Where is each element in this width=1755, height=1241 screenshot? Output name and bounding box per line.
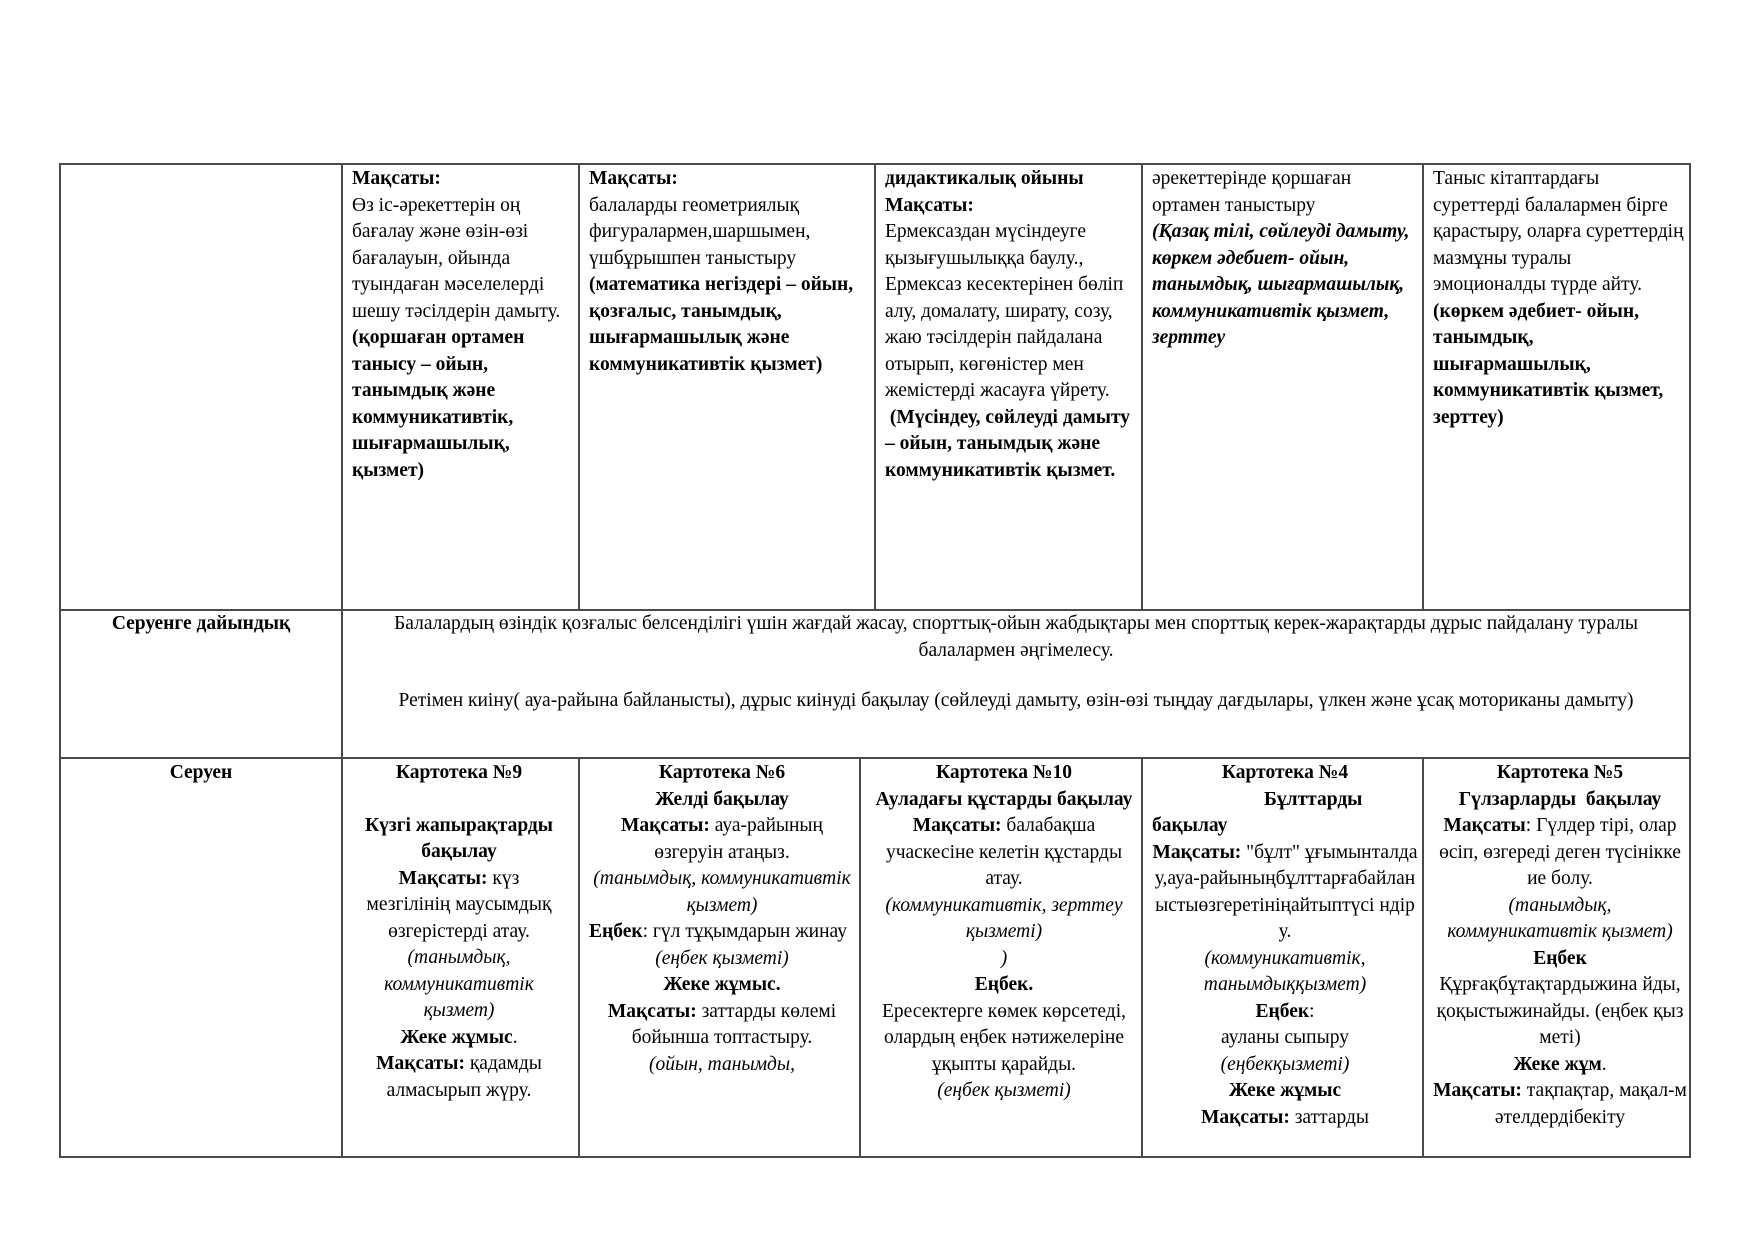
card-goal — [1433, 813, 1687, 893]
card-labor-text: Құрғақбұтақтардыжина йды, қоқыстыжинайды. (еңбек қызметі) — [1436, 974, 1684, 1048]
goal-text: тақпақтар, мақал-мәтелдердібекіту — [1494, 1080, 1687, 1128]
goal-label: Мақсаты: — [398, 867, 488, 889]
walk-card-5 — [1433, 760, 1687, 1131]
goal-text: Өз іс-әрекеттерін оң бағалау және өзін-өзі бағалауын, ойында туындаған мәселелерді шешу тәсілдерін дамыту. — [352, 194, 561, 322]
card-labor-activity: (еңбек қызметі) — [655, 947, 789, 969]
goal-text: балаларды геометриялық фигуралармен,шаршымен, үшбұрышпен таныстыру — [589, 194, 811, 269]
goal-label: Мақсаты: — [1433, 1080, 1522, 1101]
goal-label: Мақсаты: — [621, 815, 710, 836]
row1-cell-5 — [1152, 166, 1418, 352]
column-divider-4 — [1141, 163, 1143, 610]
card-number: Картотека №6 — [658, 762, 786, 783]
walk-card-10 — [870, 760, 1138, 1105]
goal-label: Мақсаты — [1443, 815, 1526, 836]
card-goal-2 — [1152, 1105, 1418, 1132]
row1-cell-3 — [589, 166, 871, 378]
labor-label: Еңбек — [589, 921, 643, 942]
goal-text: заттарды көлемі бойынша топтастыру. — [631, 1000, 837, 1048]
column-divider-3 — [874, 163, 876, 610]
goal-text: "бұлт" ұғымынталдау,ауа-райыныңбұлттарғабайлан ыстыөзгеретініңайтыптүсі ндіру. — [1154, 841, 1418, 942]
card-labor-label: Еңбек. — [974, 974, 1034, 995]
card-title: Гүлзарларды бақылау — [1458, 788, 1662, 810]
goal-heading: Мақсаты: — [352, 168, 441, 189]
game-title: дидактикалық ойыны — [885, 168, 1084, 189]
card-number: Картотека №5 — [1496, 762, 1624, 783]
goal-text: заттарды — [1289, 1106, 1369, 1128]
card-labor — [589, 919, 855, 946]
column-divider-1 — [341, 163, 343, 1157]
card-number: Картотека №4 — [1221, 762, 1349, 783]
card-number: Картотека №10 — [936, 762, 1072, 783]
card-title: Ауладағы құстарды бақылау — [875, 788, 1133, 810]
activity-text: (қоршаған ортамен танысу – ойын, танымдық және коммуникативтік, шығармашылық, қызмет) — [352, 327, 525, 481]
card-title-b: бақылау — [1152, 815, 1228, 836]
table-bottom-border — [59, 1156, 1691, 1158]
card-goal — [589, 813, 855, 866]
card-labor — [1152, 999, 1418, 1026]
work-dot: . — [512, 1026, 518, 1048]
work-label: Жеке жұмыс — [400, 1026, 513, 1048]
goal-text: балабақша учаскесіне келетін құстарды атау. — [885, 815, 1123, 889]
column-divider-5 — [1422, 163, 1424, 610]
work-dot: . — [1601, 1053, 1607, 1075]
activity-text: (Мүсіндеу, сөйлеуді дамыту – ойын, танымдық және коммуникативтік қызмет. — [885, 406, 1135, 481]
table-right-border — [1689, 163, 1691, 1157]
card-individual-work — [1433, 1052, 1687, 1079]
card-goal — [1152, 840, 1418, 946]
goal-text: : Гүлдер тірі, олар өсіп, өзгереді деген түсінікке ие болу. — [1439, 815, 1681, 889]
preparation-paragraph-2: Ретімен киіну( ауа-райына байланысты), дұрыс киінуді бақылау (сөйлеуді дамыту, өзін-өзі тыңдау дағдылары, үлкен және ұсақ моториканы дамыту) — [398, 690, 1634, 711]
work-label: Жеке жұм — [1513, 1053, 1602, 1075]
card-individual-work — [362, 1025, 556, 1052]
goal-text: әрекеттерінде қоршаған ортамен таныстыру — [1152, 168, 1352, 216]
walk-preparation-content — [365, 611, 1667, 715]
row-label-walk-preparation: Серуенге дайындық — [111, 613, 291, 634]
card-individual-work: Жеке жұмыс — [1228, 1080, 1342, 1101]
row1-cell-6 — [1433, 166, 1687, 431]
card-activity: (танымдық, коммуникативтік қызмет) — [593, 868, 851, 916]
column-divider-2 — [578, 163, 580, 610]
table-left-border — [59, 163, 61, 1157]
goal-label: Мақсаты: — [1152, 841, 1242, 863]
card-goal — [362, 866, 556, 946]
activity-text: (көркем әдебиет- ойын, танымдық, шығармашылық, коммуникативтік қызмет, зерттеу) — [1433, 300, 1664, 428]
row1-cell-2 — [352, 166, 574, 484]
card-number: Картотека №9 — [395, 762, 523, 783]
labor-text: : гүл тұқымдарын жинау — [642, 921, 847, 942]
goal-heading: Мақсаты: — [589, 168, 678, 189]
goal-text: Таныс кітаптардағы суреттерді балалармен бірге қарастыру, оларға суреттердің мазмұны туралы эмоционалды түрде айту. — [1433, 168, 1684, 295]
card-labor-text: ауланы сыпыру — [1221, 1027, 1349, 1048]
goal-label: Мақсаты: — [376, 1053, 465, 1074]
column-divider-4b — [1141, 757, 1143, 1157]
activity-text: (математика негіздері – ойын, қозғалыс, танымдық, шығармашылық және коммуникативтік қызмет) — [589, 274, 854, 375]
column-divider-2b — [578, 757, 580, 1157]
column-divider-3b — [859, 757, 861, 1157]
preparation-paragraph-1: Балалардың өзіндік қозғалыс белсенділігі үшін жағдай жасау, спорттық-ойын жабдықтары мен спорттық керек-жарақтарды дұрыс пайдалану туралы балалармен әңгімелесу. — [394, 613, 1638, 661]
goal-text: қадамды алмасырып жүру. — [386, 1053, 542, 1101]
card-title-a: Бұлттарды — [1264, 788, 1363, 810]
card-activity: (коммуникативтік, танымдыққызмет) — [1203, 947, 1367, 995]
card-goal-2 — [589, 999, 855, 1052]
card-labor-activity: (еңбек қызметі) — [937, 1080, 1071, 1101]
card-activity: (коммуникативтік, зерттеу қызметі) — [885, 894, 1123, 942]
card-labor-text: Ересектерге көмек көрсетеді, олардың еңбек нәтижелеріне ұқыпты қарайды. — [882, 1000, 1126, 1075]
card-labor-activity: (еңбекқызметі) — [1220, 1053, 1350, 1075]
card-labor-label: Еңбек — [1533, 947, 1587, 969]
walk-card-4 — [1152, 760, 1418, 1131]
row-label-walk: Серуен — [169, 762, 233, 783]
goal-label: Мақсаты: — [1200, 1106, 1290, 1128]
goal-text: Ермексаздан мүсіндеуге қызығушылыққа баулу., Ермексаз кесектерінен бөліп алу, домалату, ширату, созу, жаю тәсілдерін пайдалана отырып, көгөністер мен жемістерді жасауға үйрету. — [885, 221, 1124, 401]
card-individual-work: Жеке жұмыс. — [663, 974, 781, 995]
labor-label: Еңбек — [1255, 1000, 1310, 1022]
card-activity: (танымдық, коммуникативтік қызмет) — [384, 947, 534, 1021]
row-divider-2 — [59, 757, 1691, 759]
card-title: Күзгі жапырақтарды бақылау — [364, 814, 554, 862]
card-goal-2 — [1433, 1078, 1687, 1131]
goal-text: ауа-райының өзгеруін атаңыз. — [654, 815, 823, 863]
goal-heading: Мақсаты: — [885, 194, 974, 216]
walk-card-6 — [589, 760, 855, 1078]
card-activity-close: ) — [1000, 947, 1008, 969]
card-activity-2: (ойын, танымды, — [649, 1053, 795, 1075]
goal-label: Мақсаты: — [912, 815, 1002, 836]
card-title: Желді бақылау — [655, 788, 789, 810]
activity-text: (Қазақ тілі, сөйлеуді дамыту, көркем әдебиет- ойын, танымдық, шығармашылық, коммуникативтік қызмет, зерттеу — [1152, 221, 1410, 348]
goal-label: Мақсаты: — [607, 1000, 697, 1022]
column-divider-5b — [1422, 757, 1424, 1157]
card-goal — [870, 813, 1138, 893]
card-goal-2 — [362, 1051, 556, 1104]
card-activity: (танымдық, коммуникативтік қызмет) — [1447, 894, 1673, 942]
walk-card-9 — [362, 760, 556, 1104]
row1-cell-4 — [885, 166, 1137, 484]
goal-text: күз мезгілінің маусымдық өзгерістерді атау. — [366, 867, 552, 942]
labor-colon: : — [1309, 1000, 1315, 1022]
